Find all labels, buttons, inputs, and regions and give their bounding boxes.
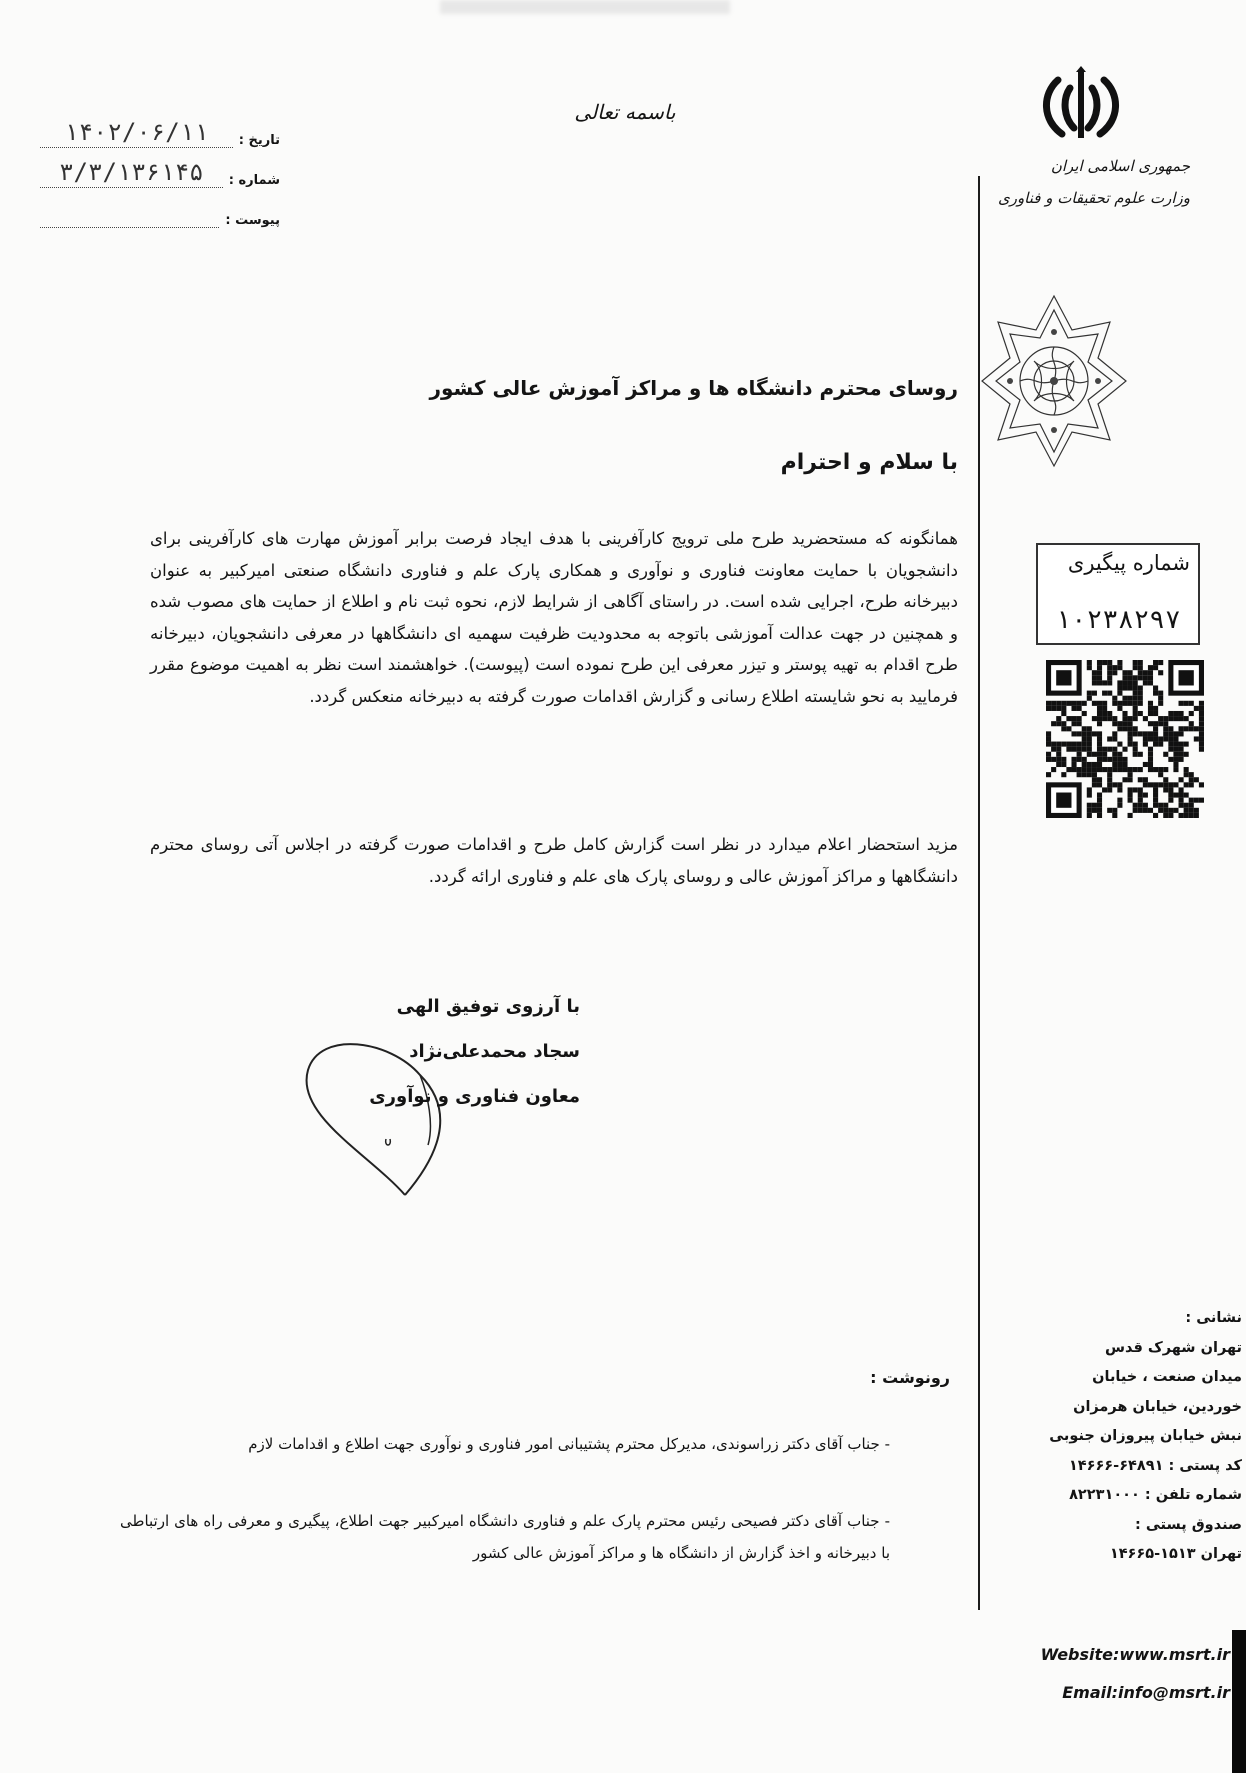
attachment-value xyxy=(40,199,219,228)
scan-edge xyxy=(1232,1630,1246,1773)
address-line: خوردین، خیابان هرمزان xyxy=(1073,1398,1242,1415)
salutation: با سلام و احترام xyxy=(780,450,958,475)
date-label: تاریخ : xyxy=(238,133,280,148)
signatory-name: سجاد محمدعلی‌نژاد xyxy=(409,1041,580,1062)
qr-code-icon xyxy=(1046,660,1204,818)
address-line: تهران شهرک قدس xyxy=(1104,1339,1242,1356)
number-label: شماره : xyxy=(228,173,280,188)
invocation-heading: باسمه تعالی xyxy=(574,100,676,124)
scan-smudge xyxy=(440,0,730,14)
date-row xyxy=(40,118,280,148)
address-line: کد پستی : ۶۴۸۹۱-۱۴۶۶۶ xyxy=(1068,1457,1242,1474)
number-value: ۳/۳/۱۳۶۱۴۵ xyxy=(40,159,223,188)
iran-emblem-icon xyxy=(1036,66,1126,146)
address-block xyxy=(1024,1304,1242,1570)
recipient-line: روسای محترم دانشگاه ها و مراکز آموزش عالی کشور xyxy=(429,376,958,400)
cc-item: - جناب آقای دکتر فصیحی رئیس محترم پارک علم و فناوری دانشگاه امیرکبیر جهت اطلاع، پیگیری و معرفی راه های ارتباطی با دبیرخانه و اخذ گزارش از دانشگاه ها و مراکز آموزش عالی کشور xyxy=(120,1512,890,1562)
cc-item: - جناب آقای دکتر زراسوندی، مدیرکل محترم پشتیبانی امور فناوری و نوآوری جهت اطلاع و اقدامات لازم xyxy=(248,1435,890,1453)
address-line: نشانی : xyxy=(1185,1310,1242,1326)
address-line: تهران ۱۵۱۳-۱۴۶۶۵ xyxy=(1109,1546,1242,1562)
body-paragraph-1: همانگونه که مستحضرید طرح ملی ترویج کارآفرینی با هدف ایجاد فرصت برابر آموزش مهارت های کارآفرینی برای دانشجویان با حمایت معاونت فناوری و نوآوری و همکاری پارک علم و فناوری دانشگاه صنعتی امیرکبیر به عنوان دبیرخانه طرح، اجرایی شده است. در راستای آگاهی از شرایط لازم، نحوه ثبت نام و اطلاع از حمایت های مصوب شده و همچنین در جهت عدالت آموزشی باتوجه به محدودیت ظرفیت سهمیه ای دانشگاهها در معرفی دانشجویان، دبیرخانه طرح اقدام به تهیه پوستر و تیزر معرفی این طرح نموده است (پیوست). خواهشمند است نظر به اهمیت موضوع مقرر فرمایید به نحو شایسته اطلاع رسانی و گزارش اقدامات صورت گرفته به دبیرخانه منعکس گردد. xyxy=(150,529,958,706)
attachment-row xyxy=(40,198,280,228)
ministry-name: وزارت علوم تحقیقات و فناوری xyxy=(997,189,1190,207)
closing-line: با آرزوی توفیق الهی xyxy=(396,996,580,1017)
address-line: میدان صنعت ، خیابان xyxy=(1092,1369,1242,1385)
tracking-number-box xyxy=(1036,543,1200,645)
tracking-label: شماره پیگیری xyxy=(1067,551,1190,575)
number-row xyxy=(40,158,280,188)
email-text: Email:info@msrt.ir xyxy=(1062,1683,1230,1702)
address-line: نبش خیابان پیروزان جنوبی xyxy=(1049,1428,1242,1444)
date-value: ۱۴۰۲/۰۶/۱۱ xyxy=(40,119,233,148)
cc-title: رونوشت : xyxy=(870,1368,950,1387)
ministry-country: جمهوری اسلامی ایران xyxy=(1050,157,1190,175)
islamic-star-ornament-icon xyxy=(980,292,1128,470)
ministry-block xyxy=(960,150,1190,214)
tracking-number: ۱۰۲۳۸۲۹۷ xyxy=(1055,605,1181,635)
attachment-label: پیوست : xyxy=(225,213,280,228)
address-line: صندوق پستی : xyxy=(1135,1516,1242,1533)
contact-web xyxy=(1024,1636,1230,1712)
address-line: شماره تلفن : ۸۲۲۳۱۰۰۰ xyxy=(1069,1487,1242,1503)
website-text: Website:www.msrt.ir xyxy=(1040,1645,1230,1664)
body-paragraph-2: مزید استحضار اعلام میدارد در نظر است گزارش کامل طرح و اقدامات صورت گرفته در اجلاس آتی روسای محترم دانشگاهها و مراکز آموزش عالی و روسای پارک های علم و فناوری ارائه گردد. xyxy=(150,835,958,886)
signatory-title: معاون فناوری و نوآوری xyxy=(369,1086,580,1107)
